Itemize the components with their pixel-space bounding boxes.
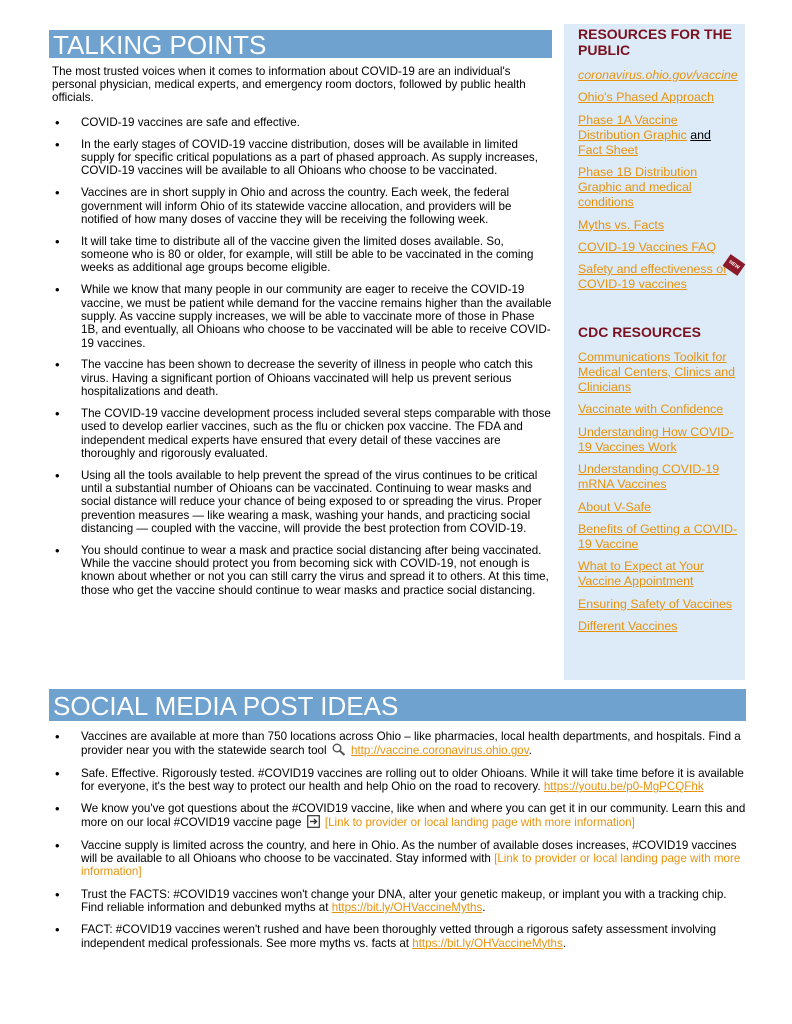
post-punct: . [482, 900, 486, 914]
list-item [52, 888, 748, 915]
link-benefits[interactable]: Benefits of Getting a COVID-19 Vaccine [578, 521, 738, 551]
list-item [578, 240, 740, 255]
list-item: • Using all the tools available to help prevent the spread of the virus continues to be critical until a substantial number of Ohioans can be vaccinated. Continuing to wear masks and social distance will reduce your chance of being exposed to or spreading the virus. Proper prevention measures — like wearing a mask, washing your hands, and practicing social distancing — coupled with the vaccine, will provide the best protection from COVID-19. [52, 469, 552, 535]
link-vaccines-faq[interactable]: COVID-19 Vaccines FAQ [578, 239, 717, 254]
list-item [578, 559, 740, 589]
talking-points-list [52, 116, 552, 606]
link-communications-toolkit[interactable]: Communications Toolkit for Medical Centers, Clinics and Clinicians [578, 350, 736, 394]
list-item [578, 259, 741, 292]
list-item [578, 500, 740, 515]
link-understanding-vaccines[interactable]: Understanding How COVID-19 Vaccines Work [578, 424, 734, 454]
post-placeholder-link[interactable]: [Link to provider or local landing page with more information] [324, 816, 635, 830]
list-item [578, 90, 740, 105]
list-item [578, 218, 740, 233]
post-text: Vaccine supply is limited across the country, and here in Ohio. As the number of available doses increases, #COVID19 vaccines will be available to all Ohioans who choose to be vaccinated. Stay informed with [81, 838, 737, 866]
list-item [578, 462, 740, 492]
post-link[interactable]: http://vaccine.coronavirus.ohio.gov [351, 744, 529, 758]
post-link[interactable]: https://bit.ly/OHVaccineMyths [331, 900, 483, 914]
post-text: Vaccines are available at more than 750 locations across Ohio – like pharmacies, local health departments, and hospitals. Find a provider near you with the statewide search tool [81, 730, 741, 758]
post-punct: . [528, 744, 532, 758]
list-item: • In the early stages of COVID-19 vaccine distribution, doses will be available in limited supply for specific critical populations as a part of phased approach. As supply increases, COVID-19 vaccines will be available to all Ohioans who choose to be vaccinated. [52, 138, 552, 178]
cdc-resources-heading: CDC RESOURCES [578, 324, 701, 340]
new-badge: NEW [723, 254, 746, 276]
social-media-list [52, 730, 748, 959]
post-text: Trust the FACTS: #COVID19 vaccines won't change your DNA, alter your genetic makeup, or implant you with a tracking chip. Find reliable information and debunked myths at [81, 887, 727, 914]
list-item: • It will take time to distribute all of the vaccine given the limited doses available. So, someone who is 80 or older, for example, will still be able to be vaccinated in the coming weeks as additional age groups become eligible. [52, 235, 552, 275]
link-joiner: and [690, 127, 711, 142]
talking-points-intro: The most trusted voices when it comes to information about COVID-19 are an individual's personal physician, medical experts, and emergency room doctors, followed by public health officials. [52, 65, 526, 105]
talking-points-heading: TALKING POINTS [49, 30, 552, 58]
social-media-heading: SOCIAL MEDIA POST IDEAS [49, 689, 746, 721]
list-item: • The COVID-19 vaccine development process included several steps comparable with those used to develop earlier vaccines, such as the flu or chicken pox vaccine. The FDA and independent medical experts have ensured that every detail of these vaccines are thoroughly and rigorously evaluated. [52, 407, 552, 460]
link-phase-1a-graphic[interactable]: Phase 1A Vaccine Distribution Graphic [578, 112, 687, 142]
list-item [52, 839, 748, 879]
magnifier-icon [332, 743, 346, 756]
link-safety-effectiveness[interactable]: Safety and effectiveness of COVID-19 vaccines [578, 262, 727, 292]
link-what-to-expect[interactable]: What to Expect at Your Vaccine Appointment [578, 559, 705, 589]
post-text: We know you've got questions about the #COVID19 vaccine, like when and where you can get it in our community. Learn this and more on our local #COVID19 vaccine page [81, 802, 746, 830]
post-placeholder-link[interactable]: [Link to provider or local landing page with more information] [81, 852, 741, 879]
arrow-box-icon [307, 815, 320, 828]
link-different-vaccines[interactable]: Different Vaccines [578, 619, 678, 634]
list-item: • COVID-19 vaccines are safe and effective. [52, 116, 552, 129]
list-item [578, 597, 740, 612]
link-ensuring-safety[interactable]: Ensuring Safety of Vaccines [578, 596, 733, 611]
list-item [578, 522, 740, 552]
link-vaccinate-confidence[interactable]: Vaccinate with Confidence [578, 402, 724, 417]
link-phase-1b-graphic[interactable]: Phase 1B Distribution Graphic and medical conditions [578, 165, 698, 210]
post-text: Safe. Effective. Rigorously tested. #COVID19 vaccines are rolling out to older Ohioans. While it will take time before it is available for everyone, it's the best way to protect our health and help Ohio on the road to recovery. [81, 766, 744, 793]
link-mrna-vaccines[interactable]: Understanding COVID-19 mRNA Vaccines [578, 462, 720, 492]
list-item [52, 767, 748, 794]
post-link[interactable]: https://youtu.be/p0-MgPCQFhk [543, 779, 704, 793]
list-item [578, 425, 740, 455]
list-item [52, 730, 748, 758]
list-item [578, 619, 740, 634]
link-fact-sheet[interactable]: Fact Sheet [578, 142, 638, 157]
list-item: • You should continue to wear a mask and practice social distancing after being vaccinated. While the vaccine should protect you from becoming sick with COVID-19, not enough is known about whether or not you can still carry the virus and spread it to others. At this time, those who get the vaccine should continue to wear masks and practice social distancing. [52, 544, 552, 597]
list-item: • Vaccines are in short supply in Ohio and across the country. Each week, the federal government will inform Ohio of its statewide vaccine allocation, and providers will be notified of how many doses of vaccine they will be receiving the following week. [52, 186, 552, 226]
list-item [52, 802, 748, 830]
list-item: • While we know that many people in our community are eager to receive the COVID-19 vaccine, we must be patient while demand for the vaccine remains higher than the available supply. As vaccine supply increases, we will be able to vaccinate more of those in Phase 1B, and eventually, all Ohioans who choose to be vaccinated will be able to receive COVID-19 vaccines. [52, 283, 552, 349]
link-phased-approach[interactable]: Ohio's Phased Approach [578, 90, 715, 105]
resources-sidebar [564, 24, 745, 680]
link-myths-facts[interactable]: Myths vs. Facts [578, 217, 665, 232]
post-punct: . [562, 936, 567, 950]
cdc-resources-list [578, 350, 740, 642]
post-link[interactable]: https://bit.ly/OHVaccineMyths [412, 936, 563, 950]
list-item [578, 165, 740, 210]
list-item [52, 923, 748, 950]
public-resources-list [578, 68, 740, 300]
post-text: FACT: #COVID19 vaccines weren't rushed and have been thoroughly vetted through a rigorous safety assessment involving independent medical professionals. See more myths vs. facts at [81, 923, 717, 950]
public-resources-heading: RESOURCES FOR THE PUBLIC [578, 26, 733, 58]
link-coronavirus-vaccine[interactable]: coronavirus.ohio.gov/vaccine [578, 68, 738, 82]
list-item [578, 350, 740, 395]
list-item: • The vaccine has been shown to decrease the severity of illness in people who catch this virus. Having a significant portion of Ohioans vaccinated will help us prevent serious hospitalizations and death. [52, 358, 552, 398]
list-item [578, 68, 740, 83]
list-item [578, 402, 740, 417]
list-item [578, 113, 740, 158]
link-v-safe[interactable]: About V-Safe [578, 499, 652, 514]
